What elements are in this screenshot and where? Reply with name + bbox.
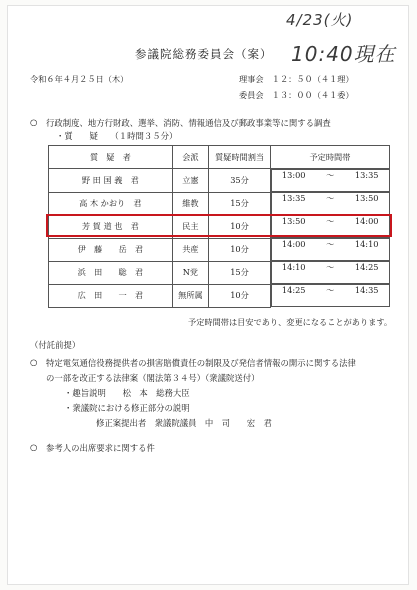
table-row (49, 238, 390, 261)
end-time: 14:35 (354, 285, 379, 295)
questioner-name: 野 田 国 義 君 (49, 169, 173, 193)
document-page (7, 5, 409, 585)
rijikai-time: 理事会 １２：５０（４１理） (239, 74, 354, 84)
highlight-box (46, 214, 392, 237)
time-slot (271, 261, 390, 284)
allocated-time: 10分 (209, 284, 271, 307)
bill-title-line2: の一部を改正する法律案（閣法第３４号）（衆議院送付） (46, 373, 260, 383)
header-allocation: 質疑時間割当 (209, 146, 271, 169)
section1-sub: ・質 疑 （１時間３５分） (56, 131, 178, 141)
tilde: 〜 (326, 262, 335, 272)
allocated-time: 10分 (209, 238, 271, 261)
end-time: 13:50 (354, 193, 379, 203)
header-time-slot: 予定時間帯 (270, 146, 389, 169)
end-time: 14:10 (354, 239, 379, 249)
section3-bullet: ○ (30, 442, 38, 452)
faction: 民主 (172, 215, 208, 238)
referral-heading: （付託前提） (30, 340, 81, 350)
referral-bullet: ○ (30, 357, 38, 367)
amendment-proposer: 修正案提出者 衆議院議員 中 司 宏 君 (96, 418, 272, 428)
questioner-name: 高 木 かおり 君 (49, 192, 173, 215)
questioner-name: 芳 賀 道 也 君 (49, 215, 173, 238)
tilde: 〜 (326, 193, 335, 203)
table-row (49, 284, 390, 307)
allocated-time: 15分 (209, 192, 271, 215)
table-header-row (49, 146, 390, 169)
start-time: 14:00 (281, 239, 306, 249)
allocated-time: 15分 (209, 261, 271, 284)
start-time: 13:50 (281, 216, 306, 226)
header-faction: 会派 (172, 146, 208, 169)
tilde: 〜 (326, 216, 335, 226)
time-slot (271, 238, 390, 261)
allocated-time: 10分 (209, 215, 271, 238)
end-time: 14:25 (354, 262, 379, 272)
table-row (49, 169, 390, 193)
handwritten-date: 4/23(火) (286, 11, 354, 29)
header-questioner: 質 疑 者 (49, 146, 173, 169)
meeting-date: 令和６年４月２５日（木） (30, 74, 129, 84)
questioner-name: 広 田 一 君 (49, 284, 173, 307)
start-time: 13:00 (281, 170, 306, 180)
end-time: 14:00 (354, 216, 379, 226)
start-time: 14:25 (281, 285, 306, 295)
faction: 無所属 (172, 284, 208, 307)
section3-text: 参考人の出席要求に関する件 (46, 443, 155, 453)
end-time: 13:35 (354, 170, 379, 180)
tilde: 〜 (326, 170, 335, 180)
explanation-item: ・趣旨説明 松 本 総務大臣 (64, 388, 190, 398)
time-slot (271, 192, 390, 215)
section1-text: 行政制度、地方行財政、選挙、消防、情報通信及び郵政事業等に関する調査 (46, 118, 331, 128)
time-slot (271, 169, 390, 192)
start-time: 14:10 (281, 262, 306, 272)
bill-title-line1: 特定電気通信役務提供者の損害賠償責任の制限及び発信者情報の開示に関する法律 (46, 358, 356, 368)
table-note: 予定時間帯は目安であり、変更になることがあります。 (188, 317, 393, 327)
table-row (49, 261, 390, 284)
questioner-name: 伊 藤 岳 君 (49, 238, 173, 261)
table-row (49, 192, 390, 215)
questioner-name: 浜 田 聡 君 (49, 261, 173, 284)
amendment-item: ・衆議院における修正部分の説明 (64, 403, 190, 413)
handwritten-time: 10:40現在 (291, 42, 396, 66)
start-time: 13:35 (281, 193, 306, 203)
faction: 共産 (172, 238, 208, 261)
section1-bullet: ○ (30, 117, 38, 127)
tilde: 〜 (326, 239, 335, 249)
page-title: 参議院総務委員会（案） (135, 47, 273, 61)
tilde: 〜 (326, 285, 335, 295)
faction: 維教 (172, 192, 208, 215)
allocated-time: 35分 (209, 169, 271, 193)
faction: N党 (172, 261, 208, 284)
iinkai-time: 委員会 １３：００（４１委） (239, 90, 354, 100)
time-slot (271, 284, 390, 307)
faction: 立憲 (172, 169, 208, 193)
